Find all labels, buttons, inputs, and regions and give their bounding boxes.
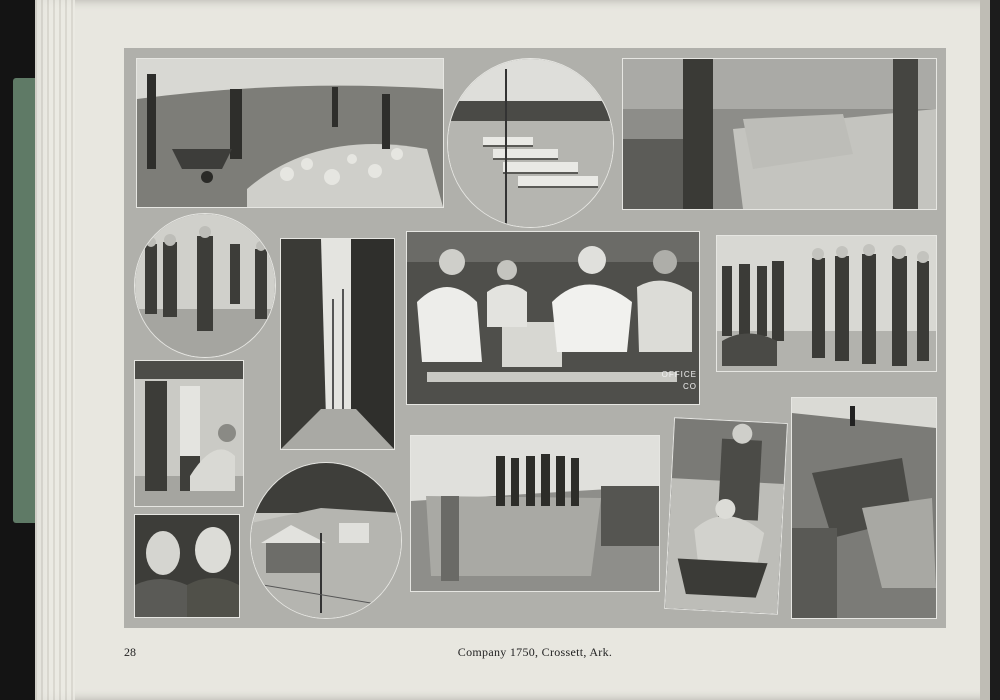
page-number: 28	[124, 645, 136, 659]
photo-group-standing	[716, 235, 937, 372]
photo-stone-wall-forest	[622, 58, 937, 210]
photo-cabin	[250, 462, 402, 619]
photo-quarry-wheelbarrow	[136, 58, 444, 208]
page-edge	[980, 0, 990, 700]
photo-camp-barracks	[447, 58, 614, 228]
green-cloth-tab	[13, 78, 35, 523]
binding-gutter	[35, 0, 75, 700]
office-stamp-line1: OFFICE	[661, 370, 697, 379]
photo-forest-road	[280, 238, 395, 450]
photo-collage	[124, 48, 946, 628]
photo-two-faces	[134, 514, 240, 618]
page-caption: Company 1750, Crossett, Ark.	[457, 645, 613, 659]
photo-men-wheelbarrow	[664, 417, 788, 615]
photo-office-table	[406, 231, 700, 405]
photo-stone-dam	[791, 397, 937, 619]
photo-three-men	[134, 360, 244, 507]
photo-group-round	[134, 213, 276, 358]
photo-men-on-wall	[410, 435, 660, 592]
office-stamp-line2: CO	[683, 382, 697, 391]
